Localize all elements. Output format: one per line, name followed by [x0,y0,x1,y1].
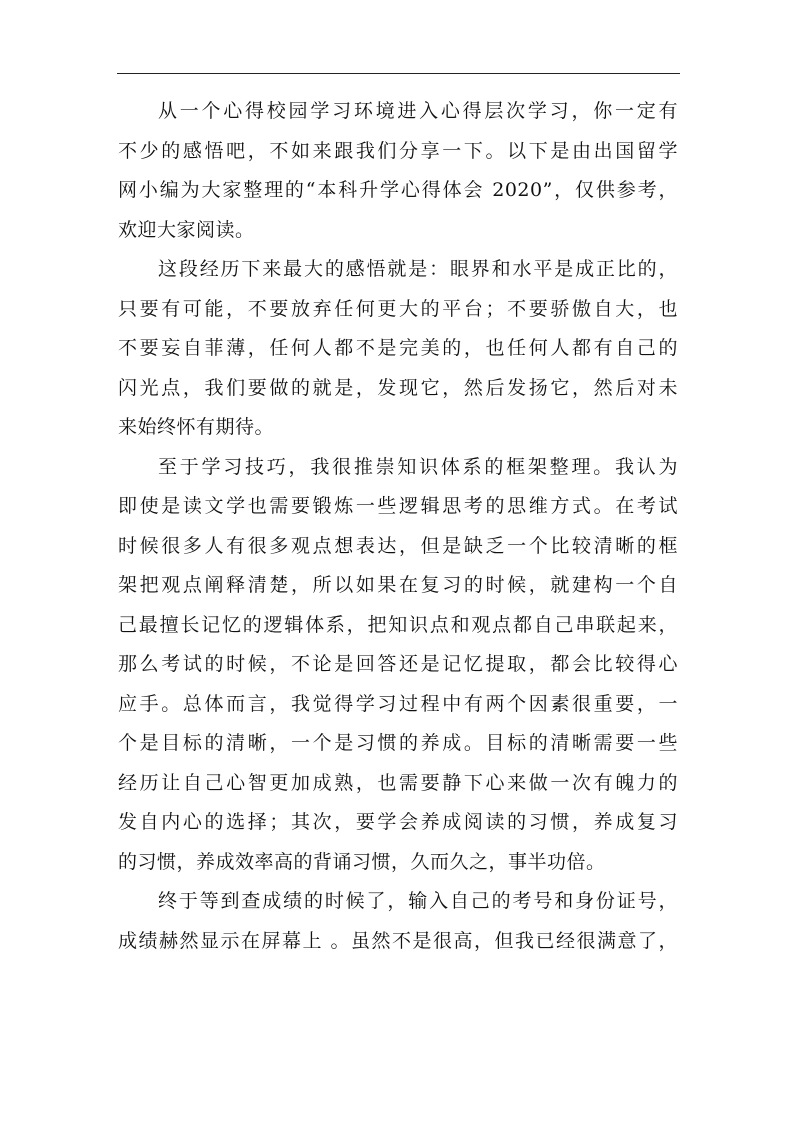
text-line: 那么考试的时候，不论是回答还是记忆提取，都会比较得心 [118,653,678,675]
text-line: 至于学习技巧，我很推崇知识体系的框架整理。我认为 [158,455,678,478]
text-line: 不要妄自菲薄，任何人都不是完美的，也任何人都有自己的 [118,337,678,359]
text-line: 个是目标的清晰，一个是习惯的养成。目标的清晰需要一些 [118,732,678,754]
document-body [118,92,678,961]
text-line: 发自内心的选择；其次，要学会养成阅读的习惯，养成复习 [118,811,678,833]
paragraph-3 [118,448,678,883]
text-line: 经历让自己心智更加成熟，也需要静下心来做一次有魄力的 [118,771,678,794]
paragraph-1 [118,92,678,250]
text-line: 成绩赫然显示在屏幕上 。虽然不是很高，但我已经很满意了， [118,929,678,952]
text-line: 终于等到查成绩的时候了，输入自己的考号和身份证号， [158,890,678,912]
header-rule [117,73,680,74]
text-line: 网小编为大家整理的“本科升学心得体会 2020”，仅供参考， [118,179,678,201]
text-line: 己最擅长记忆的逻辑体系，把知识点和观点都自己串联起来， [118,613,678,636]
text-line: 架把观点阐释清楚，所以如果在复习的时候，就建构一个自 [118,574,678,596]
text-line: 的习惯，养成效率高的背诵习惯，久而久之，事半功倍。 [118,850,606,873]
text-line: 闪光点，我们要做的就是，发现它，然后发扬它，然后对未 [118,376,678,399]
text-line: 从一个心得校园学习环境进入心得层次学习，你一定有 [158,100,678,122]
text-line: 来始终怀有期待。 [118,416,275,438]
paragraph-4 [118,882,678,961]
text-line: 应手。总体而言，我觉得学习过程中有两个因素很重要，一 [118,692,678,715]
paragraph-2 [118,250,678,448]
text-line: 欢迎大家阅读。 [118,218,255,241]
text-line: 不少的感悟吧，不如来跟我们分享一下。以下是由出国留学 [118,139,678,162]
text-line: 即使是读文学也需要锻炼一些逻辑思考的思维方式。在考试 [118,495,678,517]
text-line: 时候很多人有很多观点想表达，但是缺乏一个比较清晰的框 [118,534,678,557]
text-line: 只要有可能，不要放弃任何更大的平台；不要骄傲自大，也 [118,297,678,320]
text-line: 这段经历下来最大的感悟就是：眼界和水平是成正比的， [158,258,678,280]
